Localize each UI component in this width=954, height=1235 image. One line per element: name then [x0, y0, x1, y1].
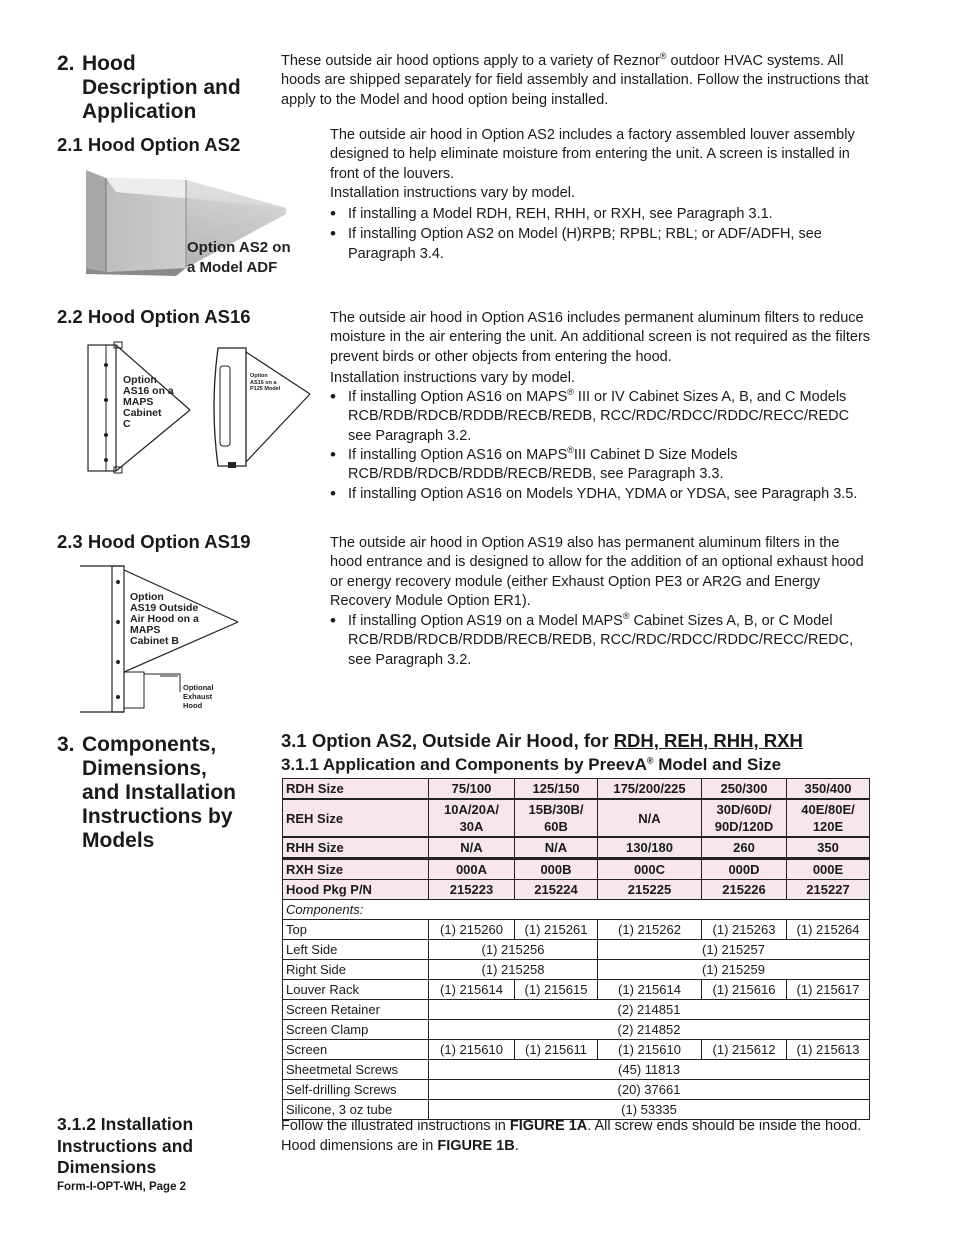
table-row: Silicone, 3 oz tube (1) 53335 — [283, 1100, 870, 1120]
as2-description: The outside air hood in Option AS2 includes a factory assembled louver assembly designed to help eliminate moisture from entering the unit. A screen is installed in front of the louvers. Installation instructions vary by model. • If installing a Model RDH, REH, RHH, or RXH, see Paragraph 3.1. • If installing Option AS2 on Model (H)RPB; RPBL; RBL; or ADF/ADFH, see Paragraph 3.4. — [330, 126, 872, 264]
as2-heading: 2.1 Hood Option AS2 — [57, 134, 241, 155]
section-2-number: 2. — [57, 52, 75, 75]
list-item: • If installing Option AS2 on Model (H)RPB; RPBL; RBL; or ADF/ADFH, see Paragraph 3.4. — [330, 225, 872, 264]
list-item: • If installing Option AS16 on Models YDHA, YDMA or YDSA, see Paragraph 3.5. — [330, 485, 872, 504]
section-3-number: 3. — [57, 733, 75, 756]
table-row: Right Side (1) 215258 (1) 215259 — [283, 960, 870, 980]
section-2-heading-line: Application — [82, 100, 197, 123]
as16-p125-caption: Option AS16 on a P125 Model — [250, 373, 281, 392]
table-row: Hood Pkg P/N 215223 215224 215225 215226 215227 — [283, 880, 870, 900]
table-row: Components: — [283, 900, 870, 920]
section-2-heading-line: Hood — [82, 52, 136, 75]
as16-maps-caption: Option AS16 on a MAPS Cabinet C — [123, 374, 174, 430]
as16-p125-illustration — [206, 344, 316, 469]
section-3-1-2-text: Follow the illustrated instructions in FIGURE 1A. All screw ends should be inside the hood. Hood dimensions are in FIGURE 1B. — [281, 1118, 862, 1155]
as19-caption: Option AS19 Outside Air Hood on a MAPS Cabinet B — [130, 591, 199, 647]
list-item: • If installing a Model RDH, REH, RHH, or RXH, see Paragraph 3.1. — [330, 205, 872, 224]
table-row: Screen Clamp (2) 214852 — [283, 1020, 870, 1040]
as16-heading: 2.2 Hood Option AS16 — [57, 306, 251, 327]
table-row: Screen (1) 215610 (1) 215611 (1) 215610 (1) 215612 (1) 215613 — [283, 1040, 870, 1060]
components-table — [282, 778, 870, 1120]
table-row: Sheetmetal Screws (45) 11813 — [283, 1060, 870, 1080]
as19-exhaust-caption: Optional Exhaust Hood — [183, 683, 214, 710]
as16-bullet-list — [330, 388, 872, 504]
table-row: REH Size 10A/20A/ 30A 15B/30B/ 60B N/A 30D/60D/ 90D/120D 40E/80E/ 120E — [283, 799, 870, 837]
section-3-1-heading: 3.1 Option AS2, Outside Air Hood, for RDH, REH, RHH, RXH — [281, 730, 803, 751]
as16-figure-p125 — [206, 344, 316, 469]
list-item: • If installing Option AS16 on MAPS® III or IV Cabinet Sizes A, B, and C Models RCB/RDB/RDCB/RDDB/RECB/REDB, RCC/RDC/RDCC/RDDC/RECC/REDC see Paragraph 3.2. — [330, 388, 872, 446]
list-item: • If installing Option AS16 on MAPS®III Cabinet D Size Models RCB/RDB/RDCB/RDDB/RECB/REDB, see Paragraph 3.3. — [330, 446, 872, 485]
section-3-1-1-heading: 3.1.1 Application and Components by PreevA® Model and Size — [281, 755, 782, 774]
as2-bullet-list — [330, 205, 872, 264]
list-item: • If installing Option AS19 on a Model MAPS® Cabinet Sizes A, B, or C Model RCB/RDB/RDCB/RDDB/RECB/REDB, RCC/RDC/RDCC/RDDC/RECC/REDC, see Paragraph 3.2. — [330, 612, 872, 670]
page-footer: Form-I-OPT-WH, Page 2 — [57, 1181, 187, 1193]
as19-description: The outside air hood in Option AS19 also has permanent aluminum filters in the hood entrance and is designed to allow for the addition of an optional exhaust hood or energy recovery module (either Exhaust Option PE3 or AR2G and Energy Recovery Module Option ER1). • If installing Option AS19 on a Model MAPS® Cabinet Sizes A, B, or C Model RCB/RDB/RDCB/RDDB/RECB/REDB, RCC/RDC/RDCC/RDDC/RECC/REDC, see Paragraph 3.2. — [330, 534, 872, 670]
table-row: RDH Size 75/100 125/150 175/200/225 250/300 350/400 — [283, 779, 870, 800]
table-row: RXH Size 000A 000B 000C 000D 000E — [283, 859, 870, 880]
section-2-heading-line: Description and — [82, 76, 241, 99]
table-row: Screen Retainer (2) 214851 — [283, 1000, 870, 1020]
as19-bullet-list — [330, 612, 872, 670]
section-3-1-2-heading: 3.1.2 Installation Instructions and Dimensions — [57, 1114, 194, 1177]
table-row: RHH Size N/A N/A 130/180 260 350 — [283, 837, 870, 859]
section-2-heading — [57, 52, 272, 124]
table-row: Top (1) 215260 (1) 215261 (1) 215262 (1) 215263 (1) 215264 — [283, 920, 870, 940]
section-3-heading: 3. Components, Dimensions, and Installation Instructions by Models — [57, 733, 237, 852]
as2-caption: Option AS2 on a Model ADF — [187, 239, 291, 276]
as16-description: The outside air hood in Option AS16 includes permanent aluminum filters to reduce moisture in the air entering the unit. An additional screen is not required as the filters prevent birds or other objects from entering the hood. Installation instructions vary by model. • If installing Option AS16 on MAPS® III or IV Cabinet Sizes A, B, and C Models RCB/RDB/RDCB/RDDB/RECB/REDB, RCC/RDC/RDCC/RDDC/RECC/REDC see Paragraph 3.2. • If installing Option AS16 on MAPS®III Cabinet D Size Models RCB/RDB/RDCB/RDDB/RECB/REDB, see Paragraph 3.3. • If installing Option AS16 on Models YDHA, YDMA or YDSA, see Paragraph 3.5. — [330, 309, 872, 504]
section-2-intro: These outside air hood options apply to a variety of Reznor® outdoor HVAC systems. All hoods are shipped separately for field assembly and installation. Follow the instructions that apply to the Model and hood option being installed. — [281, 51, 869, 108]
as19-heading: 2.3 Hood Option AS19 — [57, 531, 251, 552]
table-row: Self-drilling Screws (20) 37661 — [283, 1080, 870, 1100]
table-row: Left Side (1) 215256 (1) 215257 — [283, 940, 870, 960]
table-row: Louver Rack (1) 215614 (1) 215615 (1) 215614 (1) 215616 (1) 215617 — [283, 980, 870, 1000]
